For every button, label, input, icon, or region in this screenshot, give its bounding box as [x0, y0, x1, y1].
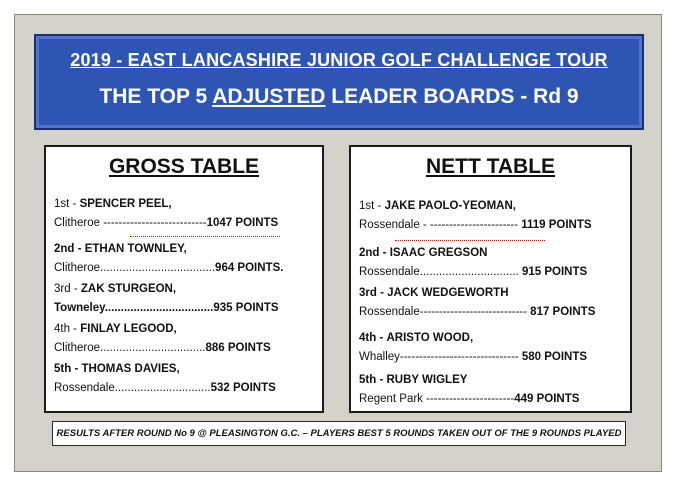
player-club: Clitheroe ---------------------------	[54, 217, 207, 229]
results-footnote: RESULTS AFTER ROUND No 9 @ PLEASINGTON G.C. – PLAYERS BEST 5 ROUNDS TAKEN OUT OF THE 9 ROUNDS PLAYED	[52, 421, 626, 446]
entry-position: 2nd -	[359, 247, 387, 259]
gross-table-title-text: GROSS TABLE	[108, 155, 260, 178]
player-name: FINLAY LEGOOD,	[80, 323, 177, 335]
gross-entry-1	[54, 195, 278, 233]
player-club: Rossendale----------------------------	[359, 306, 531, 318]
player-points: 1047 POINTS	[206, 217, 279, 229]
entry-position: 5th -	[54, 363, 79, 375]
player-club: Rossendale - -----------------------	[359, 219, 522, 231]
subtitle-emphasis: ADJUSTED	[212, 85, 326, 108]
player-name: THOMAS DAVIES,	[81, 363, 180, 375]
nett-entry-3	[359, 284, 595, 322]
player-points: 935 POINTS	[213, 302, 279, 314]
entry-position: 4th -	[54, 323, 78, 335]
gross-table-panel	[44, 145, 324, 413]
player-name: JAKE PAOLO-YEOMAN,	[384, 200, 516, 212]
nett-entry-5	[359, 371, 579, 409]
player-points: 580 POINTS	[521, 351, 588, 363]
nett-table-panel	[349, 145, 632, 413]
entry-position: 1st -	[54, 198, 77, 210]
subtitle-suffix: LEADER BOARDS - Rd 9	[325, 85, 579, 108]
top-entry-divider	[395, 240, 545, 241]
player-club: Clitheroe....................................	[54, 262, 216, 274]
player-points: 964 POINTS.	[215, 262, 284, 274]
player-club: Clitheroe.................................	[54, 342, 206, 354]
player-points: 1119 POINTS	[521, 219, 592, 231]
player-name: ISAAC GREGSON	[389, 247, 488, 259]
player-points: 817 POINTS	[530, 306, 596, 318]
nett-entry-1	[359, 197, 592, 235]
player-club: Rossendale...............................	[359, 266, 522, 278]
player-points: 449 POINTS	[514, 393, 580, 405]
top-entry-divider	[130, 236, 280, 237]
player-club: Rossendale..............................	[54, 382, 211, 394]
player-name: ZAK STURGEON,	[80, 283, 177, 295]
player-club: Regent Park -----------------------	[359, 393, 515, 405]
player-name: ARISTO WOOD,	[386, 332, 474, 344]
gross-entry-3	[54, 280, 279, 318]
entry-position: 1st -	[359, 200, 382, 212]
player-points: 886 POINTS	[205, 342, 271, 354]
nett-entry-4	[359, 329, 587, 367]
gross-table-title	[46, 155, 322, 179]
entry-position: 3rd -	[359, 287, 384, 299]
player-name: SPENCER PEEL,	[79, 198, 172, 210]
player-points: 915 POINTS	[521, 266, 588, 278]
entry-position: 3rd -	[54, 283, 78, 295]
entry-position: 2nd -	[54, 243, 82, 255]
player-club: Towneley..................................	[54, 302, 214, 314]
entry-position: 4th -	[359, 332, 384, 344]
title-banner	[34, 34, 644, 130]
gross-entry-2	[54, 240, 283, 278]
player-club: Whalley-------------------------------	[359, 351, 522, 363]
player-name: ETHAN TOWNLEY,	[84, 243, 187, 255]
gross-entry-4	[54, 320, 271, 358]
nett-entry-2	[359, 244, 587, 282]
subtitle-prefix: THE TOP 5	[99, 85, 213, 108]
player-points: 532 POINTS	[210, 382, 276, 394]
nett-table-title	[351, 155, 630, 179]
leaderboard-subtitle	[36, 85, 642, 109]
tour-title: 2019 - EAST LANCASHIRE JUNIOR GOLF CHALLENGE TOUR	[70, 50, 608, 70]
nett-table-title-text: NETT TABLE	[425, 155, 556, 178]
player-name: JACK WEDGEWORTH	[387, 287, 509, 299]
player-name: RUBY WIGLEY	[386, 374, 468, 386]
entry-position: 5th -	[359, 374, 384, 386]
gross-entry-5	[54, 360, 276, 398]
